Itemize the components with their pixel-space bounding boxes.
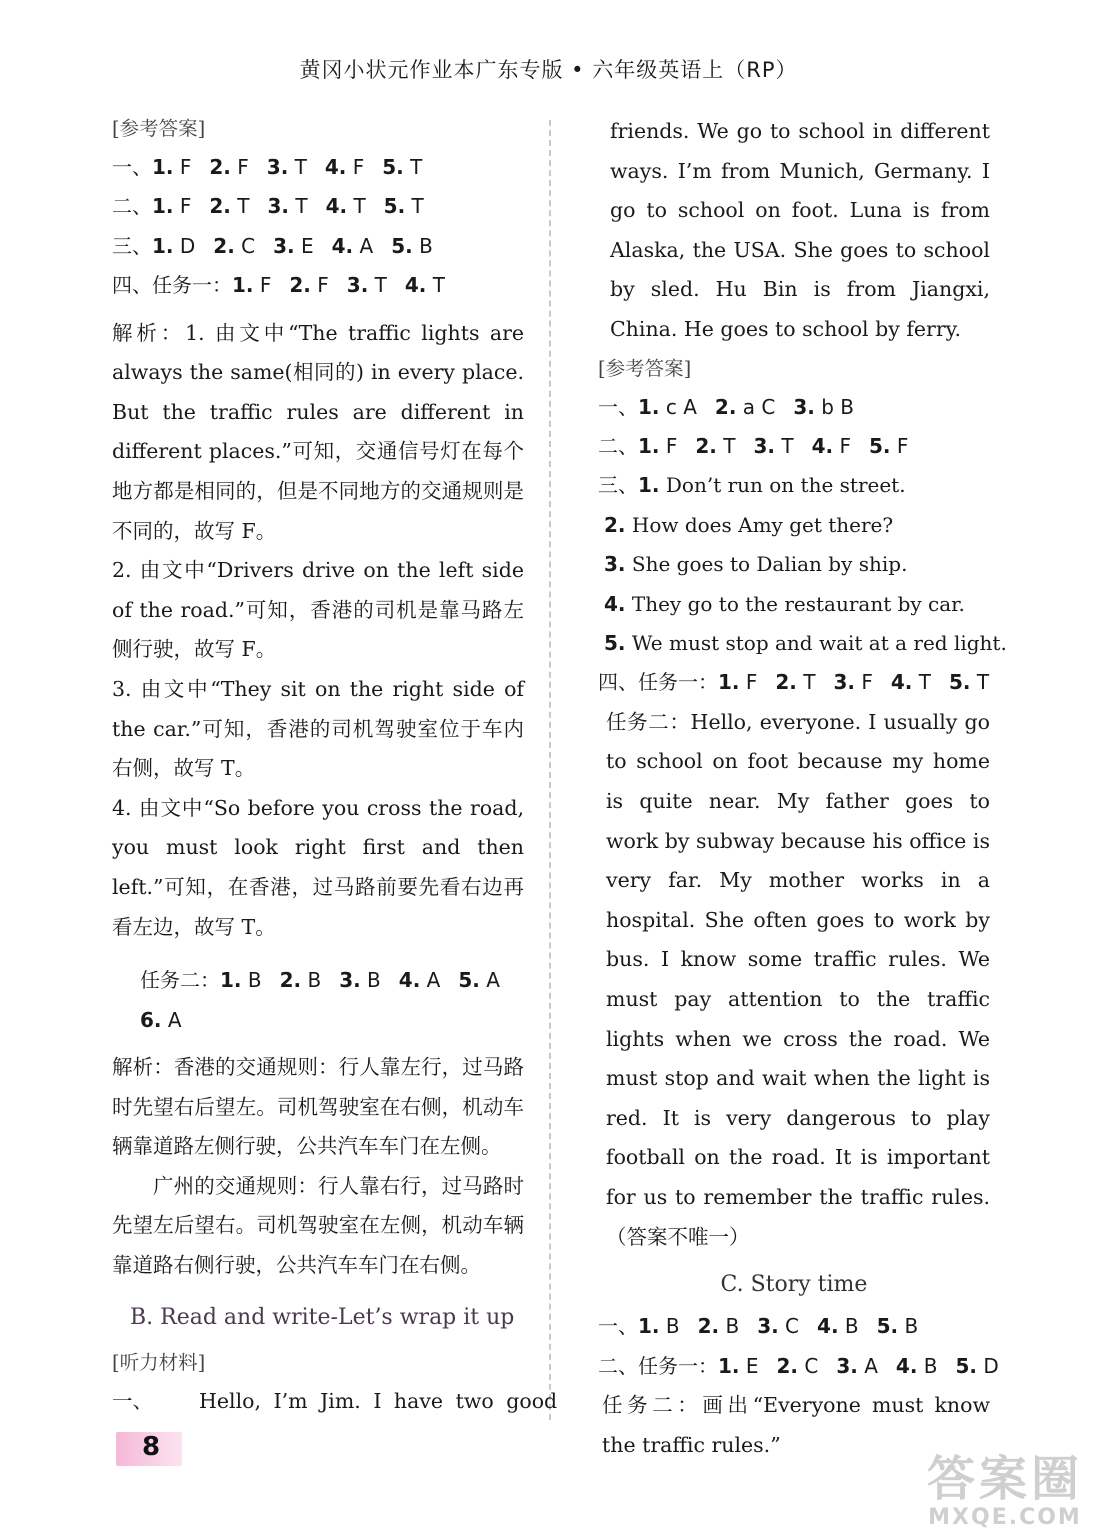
answer-item [695,434,735,458]
answer-number: 5. [876,1314,899,1339]
question-prefix: 二、任务一： [598,1353,718,1378]
answer-number: 1. [152,233,174,258]
answer-item [757,1314,799,1338]
sentence-answer [598,585,990,624]
answer-item [289,273,328,297]
task2-prefix: 任务二： [140,968,220,993]
analysis2-block [112,1048,524,1286]
answer-number: 4. [331,233,354,258]
answer-number: 5. [391,233,413,258]
answer-item [793,395,854,419]
listening-text: Hello, I’m Jim. I have two good [199,1388,558,1413]
answer-item [812,434,851,458]
answer-number: 2. [776,1353,799,1378]
answer-value: A [857,1353,878,1378]
sentence-answer [598,545,990,584]
answer-number: 1. [232,273,254,298]
analysis-paragraph: 解析：香港的交通规则：行人靠左行，过马路时先望右后望左。司机驾驶室在右侧，机动车辆靠道路左侧行驶，公共汽车车门在左侧。 [112,1054,524,1159]
answer-item [347,273,387,297]
answer-value: B [301,968,322,993]
answer-item [209,194,249,218]
answer-value: C [798,1353,819,1378]
answers-label: [参考答案] [598,356,692,380]
answer-value: F [173,194,192,219]
answer-number: 5. [955,1353,978,1378]
column-divider [549,120,551,1420]
answer-item [753,434,793,458]
watermark-text: 答案圈 [926,1451,1083,1507]
watermark-logo [927,1440,1083,1530]
answer-value: Don’t run on the street. [659,473,906,498]
question-prefix: 四、任务一： [112,273,232,298]
answer-number: 4. [324,155,347,179]
answer-value: A [479,968,500,993]
answer-item [209,155,248,179]
task2-instruction: 任务二：画出“Everyone must know the traffic rules.” [602,1392,990,1457]
answer-number: 2. [697,1314,720,1339]
answer-value: F [253,273,272,298]
answer-number: 2. [775,670,797,695]
answers-label: [参考答案] [112,117,206,140]
answer-value: F [855,670,873,695]
answer-number: 3. [346,273,369,298]
answer-value: B [412,233,433,258]
answer-number: 2. [695,433,717,458]
answer-value: T [796,670,816,695]
answer-value: E [294,233,314,258]
answer-item [775,670,815,694]
answer-value: B [917,1353,938,1378]
answer-value: T [288,155,307,179]
watermark-url: MXQE.COM [928,1505,1082,1530]
answer-number: 3. [833,670,855,695]
answer-value: T [426,273,445,298]
answer-value: E [739,1353,759,1378]
answer-list [112,148,524,306]
answer-number: 4. [890,670,913,695]
answer-value: F [890,433,909,458]
answer-item [638,434,677,458]
analysis-paragraph: 4. 由文中“So before you cross the road, you must look right first and then left.”可知，在香港，过马路前要先看右边再看左边，故写 T。 [112,795,524,939]
answer-number: 4. [817,1314,839,1339]
listening-start [112,1382,558,1422]
analysis-paragraph: 广州的交通规则：行人靠右行，过马路时先望左后望右。司机驾驶室在左侧，机动车辆靠道路右侧行驶，公共汽车车门在右侧。 [112,1173,524,1277]
answer-item [382,155,422,179]
answer-value: B [719,1314,740,1339]
page-header: 黄冈小状元作业本广东专版 • 六年级英语上（RP） [299,58,798,82]
answer-value: F [833,433,851,458]
task2-extra [112,1001,524,1040]
answer-item [213,234,255,258]
answer-number: 5. [383,194,406,219]
answer-number: 2. [714,394,737,419]
answer-item [152,234,195,258]
answer-item [715,395,775,419]
answer-number: 4. [811,433,834,458]
answer-item [325,155,364,179]
answer-item [836,1354,878,1378]
answer-row [598,388,990,427]
answer-value: How does Amy get there? [625,512,894,537]
answer-item [339,968,381,992]
answer-value: F [346,155,365,179]
answer-number: 4. [895,1353,918,1378]
analysis-paragraph: 2. 由文中“Drivers drive on the left side of the road.”可知，香港的司机是靠马路左侧行驶，故写 F。 [112,558,524,662]
answer-value: F [739,670,758,695]
answer-number: 4. [604,591,626,616]
answer-item [949,670,989,694]
answer-number: 1. [152,155,174,179]
answer-number: 5. [868,433,891,458]
answer-number: 4. [398,968,421,993]
answer-value: B [241,968,262,993]
answer-row [598,663,990,702]
answer-list-sentences [598,466,1007,663]
question-prefix: 二、 [598,433,638,458]
answer-value: c A [659,394,697,419]
answer-number: 2. [279,968,302,993]
answer-item [891,670,931,694]
answer-number: 2. [213,233,235,258]
answer-number: 2. [604,512,626,537]
question-prefix: 四、任务一： [598,670,718,695]
answer-item [280,968,322,992]
answer-value: T [970,670,990,695]
answer-value: T [912,670,931,695]
answer-number: 3. [266,155,289,179]
task2-answers [112,961,524,1000]
listening-continued: friends. We go to school in different ways. I’m from Munich, Germany. I go to school on foot. Luna is from Alaska, the USA. She goes to school by sled. Hu Bin is from Jiangxi, China. He goes to school by ferry. [610,119,990,341]
answer-number: 5. [948,670,971,695]
answer-value: F [173,155,192,179]
answer-item [718,670,757,694]
page-number: 8 [142,1432,161,1462]
answer-item [777,1354,819,1378]
answer-number: 3. [273,233,295,258]
answer-value: T [775,433,794,458]
analysis-paragraph: 3. 由文中“They sit on the right side of the car.”可知，香港的司机驾驶室位于车内右侧，故写 T。 [112,676,524,781]
answer-number: 5. [458,968,480,993]
answer-number: 2. [289,273,311,298]
answer-item [152,194,191,218]
answer-value: T [368,273,387,298]
answer-number: 4. [404,273,427,298]
analysis-block [112,314,524,948]
answer-number: 3. [267,194,289,219]
answer-row [112,187,524,226]
answer-value: A [167,1007,182,1032]
answer-number: 5. [382,155,404,179]
answer-number: 1. [638,473,660,498]
answer-item [896,1354,938,1378]
answer-value: C [234,233,256,258]
answer-item [833,670,872,694]
answer-item [638,1314,680,1338]
listening-label: [听力材料] [112,1350,206,1374]
answer-item [384,194,424,218]
answer-value: B [898,1314,919,1339]
answer-number: 6. [140,1007,162,1032]
answer-number: 1. [638,394,660,419]
answer-number: 2. [209,194,231,219]
answer-row [598,427,990,466]
answer-value: She goes to Dalian by ship. [625,552,908,577]
answer-value: T [230,194,250,219]
answer-number: 4. [325,194,348,219]
answer-value: We must stop and wait at a red light. [625,631,1007,655]
answer-row [598,1347,999,1386]
answer-item [956,1354,999,1378]
answer-item [817,1314,859,1338]
answer-item [638,395,697,419]
answer-item [458,968,500,992]
answer-value: T [405,194,424,219]
answer-number: 3. [604,552,626,577]
answer-value: B [838,1314,859,1339]
task2-items [220,968,518,992]
answer-value: B [659,1314,680,1339]
answer-value: T [403,155,423,179]
task2-essay: 任务二：Hello, everyone. I usually go to school on foot because my home is quite near. My father goes to work by subway because his office is very far. My mother works in a hospital. She often goes to work by bus. I know some traffic rules. We must pay attention to the traffic lights when we cross the road. We must stop and wait when the light is red. It is very dangerous to play football on the road. It is important for us to remember the traffic rules.（答案不唯一） [606,709,990,1249]
sentence-answer [598,624,1007,663]
answer-item [267,194,307,218]
question-prefix: 三、 [598,473,638,498]
question-prefix: 二、 [112,194,152,219]
answer-value: F [230,155,249,179]
answer-item [391,234,433,258]
answer-value: B [360,968,381,993]
answer-number: 1. [718,670,740,695]
answer-item [869,434,908,458]
answer-value: F [659,433,678,458]
answer-row [598,1307,990,1346]
answer-item [267,155,307,179]
answer-number: 3. [757,1314,779,1339]
answer-value: T [347,194,366,219]
answer-number: 3. [793,394,815,419]
answer-item [718,1354,759,1378]
answer-item [273,234,314,258]
question-prefix: 一、 [598,1314,638,1339]
answer-item [332,234,374,258]
answer-value: T [716,433,736,458]
answer-number: 5. [604,631,626,655]
sentence-answer [598,506,990,545]
answer-number: 1. [718,1353,740,1378]
answer-number: 1. [152,194,174,219]
answer-item [232,273,271,297]
answer-value: A [420,968,441,993]
section-c-title: C. Story time [720,1272,868,1298]
answer-value: A [353,233,374,258]
answer-row [112,266,524,305]
answer-value: They go to the restaurant by car. [625,591,965,616]
answer-item [152,155,191,179]
answer-number: 3. [753,433,775,458]
answer-number: 1. [638,433,660,458]
answer-item [698,1314,740,1338]
answer-item [405,273,445,297]
answer-value: b B [814,394,855,419]
left-column [112,110,558,1421]
answer-row [112,148,524,187]
answer-number: 3. [836,1353,858,1378]
answer-row [112,227,524,266]
answer-value: a C [736,394,776,419]
answer-item [220,968,262,992]
sentence-answer [598,466,990,505]
answer-value: T [289,194,308,219]
question-prefix: 一、 [112,155,152,179]
answer-item [877,1314,919,1338]
listening-prefix: 一、 [112,1388,153,1413]
section-b-title: B. Read and write-Let’s wrap it up [130,1304,515,1330]
answer-item [399,968,441,992]
answer-item [326,194,366,218]
answer-number: 1. [220,968,242,993]
answer-number: 3. [339,968,361,993]
answer-value: D [977,1353,999,1378]
answer-value: F [310,273,329,298]
answer-number: 1. [638,1314,660,1339]
right-column [598,112,1007,1465]
question-prefix: 一、 [598,394,638,419]
question-prefix: 三、 [112,233,152,258]
answer-value: D [173,233,196,258]
answer-number: 2. [209,155,231,179]
answer-value: C [778,1314,800,1339]
analysis-paragraph: 解析：1. 由文中“The traffic lights are always the same(相同的) in every place. But the traffic rules are different in different places.”可知，交通信号灯在每个地方都是相同的，但是不同地方的交通规则是不同的，故写 F。 [112,320,524,543]
